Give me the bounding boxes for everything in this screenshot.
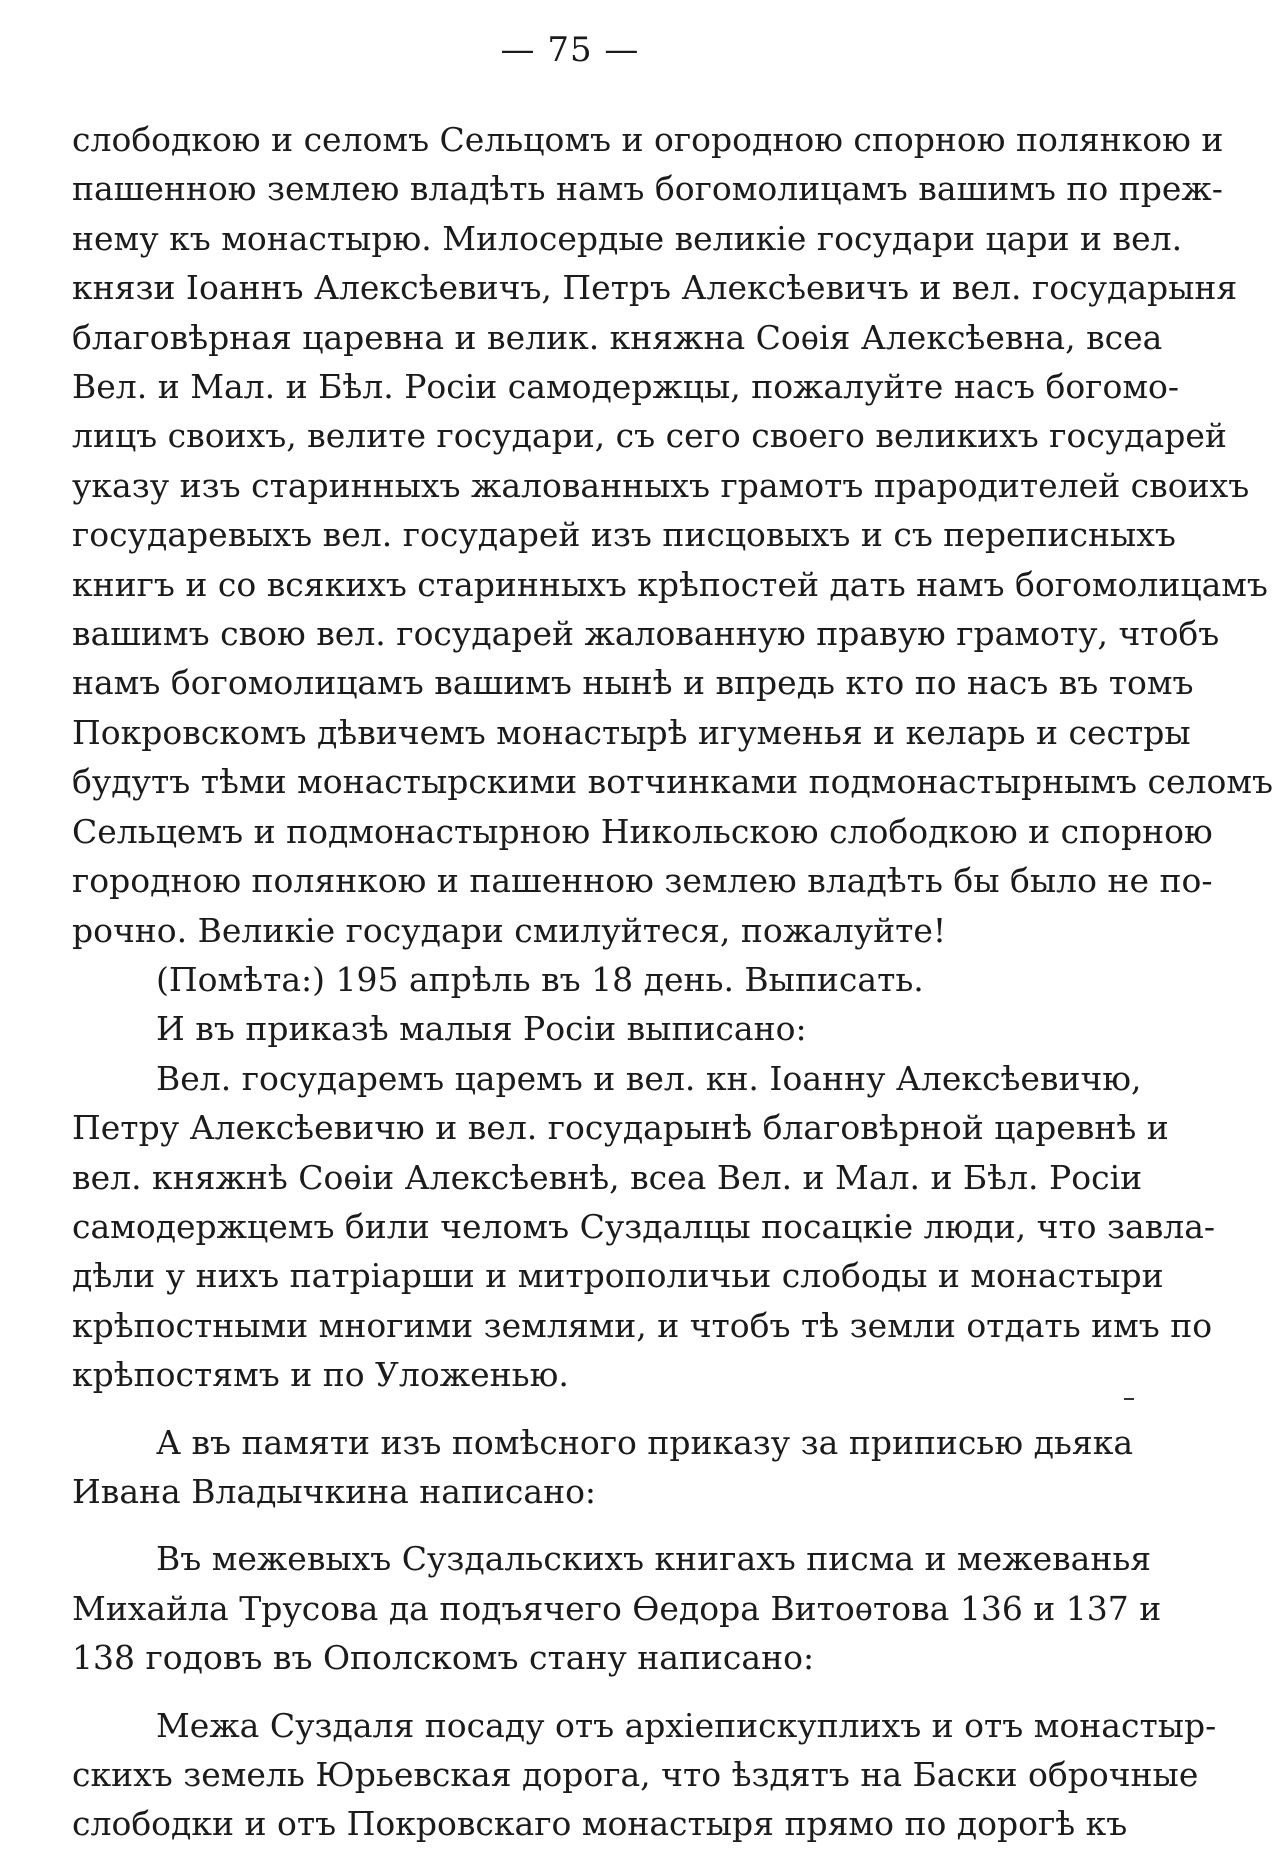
text-line: Межа Суздаля посаду отъ архіепискуплихъ и отъ монастыр- [156,1705,1217,1745]
paragraph-gap [72,1400,1072,1418]
text-line: вашимъ свою вел. государей жалованную правую грамоту, чтобъ [72,614,1220,654]
text-line: государевыхъ вел. государей изъ писцовыхъ и съ переписныхъ [72,515,1176,555]
text-line: Покровскомъ дѣвичемъ монастырѣ игуменья и келарь и сестры [72,712,1191,752]
margin-mark [1124,1398,1134,1400]
paragraph-gap [72,1683,1072,1701]
text-line: (Помѣта:) 195 апрѣль въ 18 день. Выписать. [156,959,924,999]
text-line: слободкою и селомъ Сельцомъ и огородною спорною полянкою и [72,120,1224,159]
text-line: скихъ земель Юрьевская дорога, что ѣздятъ на Баски оброчные [72,1755,1199,1794]
text-line: рочно. Великіе государи смилуйтеся, пожалуйте! [72,910,947,950]
text-line: самодержцемъ били челомъ Суздалцы посацкіе люди, что завла- [72,1206,1216,1246]
text-line: слободки и отъ Покровскаго монастыря прямо по дорогѣ къ [72,1804,1128,1844]
text-line: Михайла Трусова да подъячего Ѳедора Витоѳтова 136 и 137 и [72,1588,1162,1628]
text-line: нему къ монастырю. Милосердые великіе государи цари и вел. [72,218,1183,258]
paragraph-gap [72,1516,1072,1534]
text-line: городною полянкою и пашенною землею владѣть бы было не по- [72,861,1213,901]
text-line: Вел. государемъ царемъ и вел. кн. Іоанну Алексѣевичю, [156,1058,1142,1098]
text-line: 138 годовъ въ Ополскомъ стану написано: [72,1638,815,1678]
text-line: крѣпостямъ и по Уложенью. [72,1355,569,1395]
text-line: А въ памяти изъ помѣсного приказу за приписью дьяка [156,1422,1133,1462]
text-line: указу изъ старинныхъ жалованныхъ грамотъ прародителей своихъ [72,465,1250,505]
text-line: намъ богомолицамъ вашимъ нынѣ и впредь кто по насъ въ томъ [72,663,1194,703]
page-number: — 75 — [500,30,640,70]
text-line: дѣли у нихъ патріарши и митрополичьи слободы и монастыри [72,1256,1164,1296]
text-line: будутъ тѣми монастырскими вотчинками подмонастырнымъ селомъ [72,762,1273,802]
text-line: князи Іоаннъ Алексѣевичъ, Петръ Алексѣевичъ и вел. государыня [72,268,1238,308]
text-line: крѣпостными многими землями, и чтобъ тѣ земли отдать имъ по [72,1305,1213,1345]
text-line: книгъ и со всякихъ старинныхъ крѣпостей дать намъ богомолицамъ [72,564,1268,604]
text-line: Петру Алексѣевичю и вел. государынѣ благовѣрной царевнѣ и [72,1108,1169,1148]
text-line: И въ приказѣ малыя Росіи выписано: [156,1009,807,1049]
body-text [72,115,1273,1849]
text-line: благовѣрная царевна и велик. княжна Соѳія Алексѣевна, всеа [72,317,1163,357]
text-line: Въ межевыхъ Суздальскихъ книгахъ писма и межеванья [156,1539,1152,1579]
text-line: Сельцемъ и подмонастырною Никольскою слободкою и спорною [72,811,1213,851]
text-line: пашенною землею владѣть намъ богомолицамъ вашимъ по преж- [72,169,1223,209]
text-line: Вел. и Мал. и Бѣл. Росіи самодержцы, пожалуйте насъ богомо- [72,367,1180,407]
text-line: Ивана Владычкина написано: [72,1471,597,1511]
text-line: лицъ своихъ, велите государи, съ сего своего великихъ государей [72,416,1227,456]
text-line: вел. княжнѣ Соѳіи Алексѣевнѣ, всеа Вел. и Мал. и Бѣл. Росіи [72,1157,1143,1197]
